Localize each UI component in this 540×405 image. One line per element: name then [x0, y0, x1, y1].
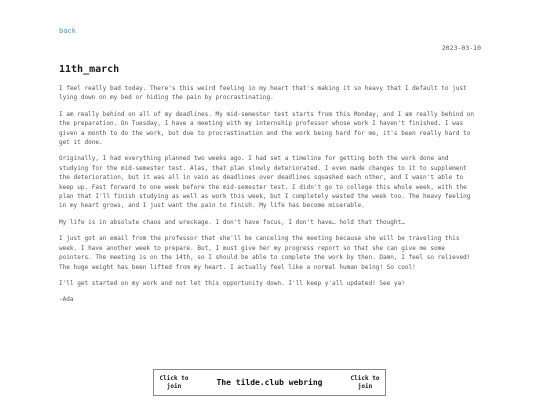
- paragraph: I am really behind on all of my deadlines. My mid-semester test starts from this Monday, and I am really behind on the preparation. On Tuesday, I have a meeting with my internship professor whose work I haven't finished. I was given a month to do the work, but due to procrastination and the work being hard for me, it's been really hard to get it done.: [59, 110, 475, 147]
- paragraph: I'll get started on my work and not let this opportunity down. I'll keep y'all updated! See ya!: [59, 279, 405, 287]
- page: [59, 26, 481, 304]
- paragraph: Originally, I had everything planned two weeks ago. I had set a timeline for getting both the work done and studying for the mid-semester test. Alas, that plan slowly deteriorated. I even made changes to it to supplement the deterioration, but it was all in vain as deadlines over deadlines squashed each other, and I wasn't able to keep up. Fast forward to one week before the mid-semester test. I didn't go to college this whole week, with the plan that I'll finish studying as well as work this week, but I completely wasted the week too. The heavy feeling in my heart grows, and I just want the pain to finish. My life has become miserable.: [59, 155, 471, 210]
- post-body: [59, 84, 481, 312]
- webring-title[interactable]: The tilde.club webring: [216, 378, 323, 387]
- paragraph: I feel really bad today. There's this weird feeling in my heart that's making it so heavy that I default to just lying down on my bed or hiding the pain by procrastinating.: [59, 85, 467, 102]
- signature: -Ada: [59, 296, 74, 304]
- post-title: 11th_march: [59, 64, 120, 75]
- webring-join-right-button[interactable]: Click to join: [350, 375, 380, 390]
- paragraph: My life is in absolute chaos and wreckage. I don't have focus, I don't have… hold that thought…: [59, 218, 405, 226]
- webring-banner: [153, 369, 386, 396]
- post-date: 2023-03-10: [441, 44, 481, 52]
- paragraph: I just got an email from the professor that she'll be canceling the meeting because she will be traveling this week. I have another week to prepare. But, I must give her my progress report so that she can give me some pointers. The meeting is on the 14th, so I should be able to complete the work by then. Damn, I feel so relieved! The huge weight has been lifted from my heart. I actually feel like a normal human being! So cool!: [59, 235, 471, 271]
- back-link[interactable]: back: [59, 27, 76, 35]
- webring-join-left-button[interactable]: Click to join: [159, 375, 189, 390]
